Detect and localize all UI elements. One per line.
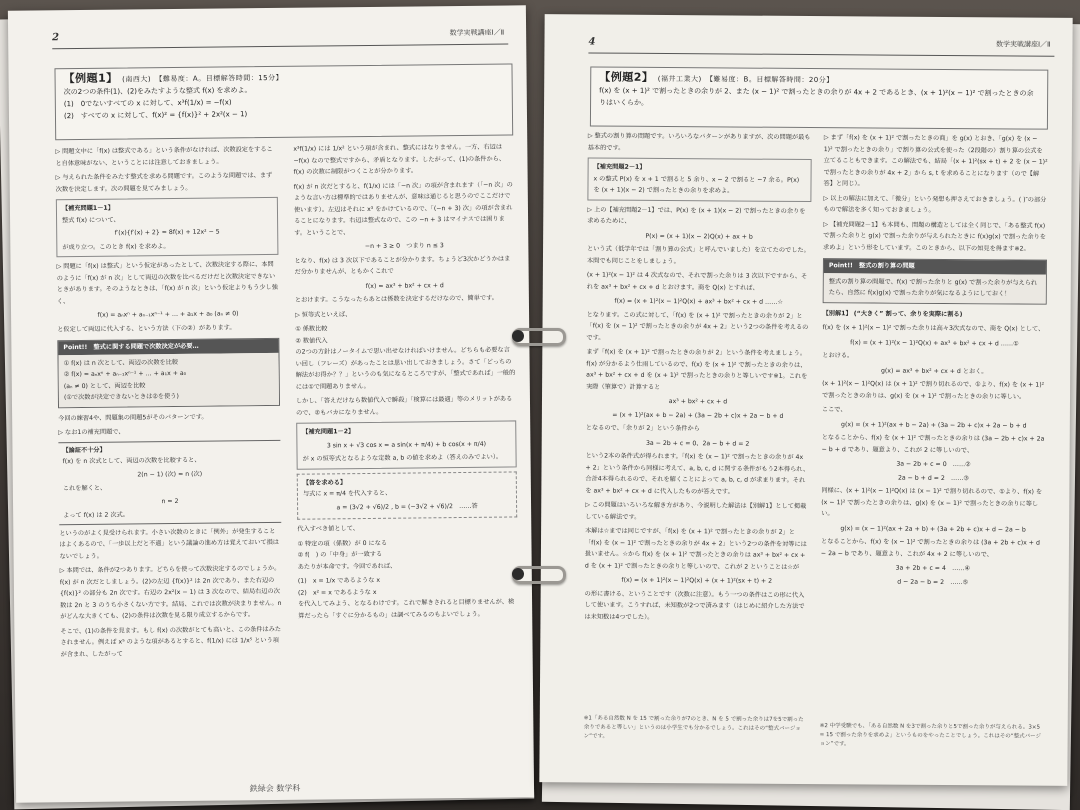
paragraph: ▷ まず「f(x) を (x + 1)² で割ったときの商」を g(x) とおき、「g(x) を (x − 1)² で割ったときの余り」で割り算の公式を使った（2段階の）割り算の公式を立てることもできます。この解法でも、結局「(x + 1)²(sx + t) + 2 を (x − 1)² で割ったときの余りが 4x + 2」から s, t を求めることになります（ので【解答】と同じ）。 bbox=[823, 134, 1048, 188]
example-label: 【例題1】 bbox=[63, 71, 118, 86]
supplement-title: 【補充問題1－2】 bbox=[302, 428, 355, 436]
equation: ax³ + bx² + cx + d bbox=[668, 398, 728, 406]
list-item: (2) x² = x であるような x bbox=[297, 588, 377, 597]
supplement-box bbox=[296, 420, 516, 469]
paragraph: となり、f(x) は 3 次以下であることが分かります。ちょうど3次かどうかはまだ分かりませんが、ともかくこれで bbox=[294, 254, 511, 276]
header-title: 数学実戦講座Ⅰ／Ⅱ bbox=[449, 28, 505, 38]
binder-ring-hole-top bbox=[512, 330, 524, 342]
insufficient-title: 【論証不十分】 bbox=[62, 446, 106, 454]
answer-line: 与式に x = π/4 を代入すると、 bbox=[302, 489, 392, 498]
example-source: (福井工業大) bbox=[657, 74, 702, 84]
point-title: Point!! 整式に関する問題で次数決定が必要… bbox=[58, 339, 278, 355]
example-line: f(x) を (x + 1)² で割ったときの余りが 2、また (x − 1)² で割ったときの余りが 4x + 2 であるとき、(x + 1)²(x − 1)² で割ったときの余りはいくらか。 bbox=[599, 86, 1034, 107]
paragraph: となります。この式に対して、「f(x) を (x + 1)² で割ったときの余りが 2」と「f(x) を (x − 1)² で割ったときの余りが 4x + 2」という2つの条件を考えるのです。 bbox=[586, 310, 809, 342]
answer-line: a = (3√2 + √6)/2 , b = (−3√2 + √6)/2 ……答 bbox=[336, 502, 478, 511]
equation: = (x + 1)²(ax + b − 2a) + (3a − 2b + c)x + 2a − b + d bbox=[612, 411, 784, 420]
alt-line: (x + 1)²(x − 1)²Q(x) は (x + 1)² で割り切れるので、①より、f(x) を (x + 1)² で割ったときの余りは、g(x) を (x + 1)² で割ったときの余りに等しい。 bbox=[822, 380, 1045, 401]
alt-equation: g(x) = ax³ + bx² + cx + d とおく。 bbox=[880, 367, 988, 375]
alt-equation: d − 2a − b = 2 ……⑤ bbox=[897, 578, 969, 586]
header-rule bbox=[52, 43, 508, 49]
list-item: ① 係数比較 bbox=[295, 325, 328, 333]
equation: P(x) = (x + 1)(x − 2)Q(x) + ax + b bbox=[645, 232, 753, 241]
alt-equation: 2a − b + d = 2 ……③ bbox=[897, 474, 969, 482]
point-line: (①で次数が決定できないときは②を使う) bbox=[63, 392, 179, 402]
paragraph: という2本の条件式が得られます。「f(x) を (x − 1)² で割ったときの余りが 4x + 2」という条件から同様に考えて、a, b, c, d に関する条件がもう2本得られ、合計4本得られるので、それを解くことによって a, b, c, d が求まります。それを ax³ + bx² + cx + d に代入したものが答えです。 bbox=[585, 452, 810, 495]
example-source: (南西大) bbox=[122, 75, 152, 84]
paragraph: ▷ 本問では、条件が2つあります。どちらを使って次数決定するのでしょうか。f(x) が n 次だとしましょう。(2)の左辺 {f(x)}² は 2n 次であり、また右辺の {f(x)}² の部分も 2n 次です。右辺の 2x²(x − 1) は 3 次なので、結局右辺の次数は 2n と 3 のうち小さくない方です。結局、これでは次数が決まりません。n がどんな大きくても、(2)の条件は次数を見る限り成立するからです。 bbox=[59, 564, 282, 621]
example-meta: 【難易度：B。目標解答時間：20分】 bbox=[706, 75, 834, 85]
alt-equation: 3a + 2b + c = 4 ……④ bbox=[895, 564, 971, 573]
point-body bbox=[58, 352, 279, 406]
paragraph: ▷ この問題はいろいろな解き方があり、今説明した解法は【別解1】として掲載している解法です。 bbox=[585, 501, 807, 521]
example-line: 次の2つの条件(1)、(2)をみたすような整式 f(x) を求めよ。 bbox=[63, 86, 252, 97]
right-column-2 bbox=[821, 132, 1048, 591]
supplement-line: が成り立つ。このとき f(x) を求めよ。 bbox=[62, 242, 170, 251]
alt-line: ここで、 bbox=[821, 406, 847, 414]
supplement-equation: f′(x){f′(x) + 2} = 8f(x) + 12x² − 5 bbox=[114, 228, 220, 237]
example-meta: 【難易度：A。目標解答時間：15分】 bbox=[155, 73, 284, 84]
point-box bbox=[823, 258, 1047, 304]
supplement-box bbox=[56, 197, 279, 257]
answer-box bbox=[297, 471, 517, 520]
example-box bbox=[590, 66, 1048, 129]
page-footer: 鉄緑会 数学科 bbox=[249, 783, 301, 794]
paragraph: ▷ 問題文中に「f(x) は整式である」という条件がなければ、次数設定をすること自体意味がない、ということには注意しておきましょう。 bbox=[55, 145, 273, 167]
header-rule bbox=[588, 52, 1054, 56]
point-body bbox=[824, 273, 1046, 304]
alt-line: となることから、f(x) を (x − 1)² で割ったときの余りは (3a + 2b + c)x + d − 2a − b であり、題意より、これが 4x + 2 に等しいので、 bbox=[820, 538, 1040, 558]
list-item: ② 数値代入 bbox=[295, 336, 328, 345]
paragraph: ▷ 問題に「f(x) は整式」という仮定があったとして、次数決定する際に、本問のように「f(x) が n 次」として両辺の次数を比べるだけだと次数決定できないときがあります。そのようなときは、「f(x) が n 次」という仮定よりもう少し強く、 bbox=[56, 260, 278, 305]
proof-line: n = 2 bbox=[161, 497, 179, 505]
supplement-box bbox=[587, 157, 811, 201]
paragraph: を代入してみよう、となるわけです。これで解きされると目標りませんが、検算だったら「すぐに分かるもの」は調べてみるのもよいでしょう。 bbox=[298, 598, 515, 620]
paragraph: の2つの方針はノータイムで思い出せなければいけません。どちらも必要な言い回し（フレーズ）があったことは思い出しておきましょう。さて「どっちの解法がお得か？？」というのも気になるところですが、「整式であれば」一般的には①で問題ありません。 bbox=[295, 346, 516, 391]
supplement-title: 【補充問題2－1】 bbox=[593, 163, 646, 171]
equation: f(x) = ax³ + bx² + cx + d bbox=[365, 281, 444, 290]
alt-line: 同様に、(x + 1)²(x − 1)²Q(x) は (x − 1)² で割り切れるので、①より、f(x) を (x − 1)² で割ったときの余りは、g(x) を (x − 1)² で割ったときの余りに等しい。 bbox=[821, 487, 1043, 518]
left-column-2 bbox=[293, 141, 518, 624]
paragraph: と仮定して両辺に代入する、という方法（下の②）があります。 bbox=[57, 323, 236, 333]
paragraph: という式（低学年では「割り算の公式」と呼んでいました）を立てたのでした。本問でも同じことをしましょう。 bbox=[586, 245, 810, 265]
supplement-title: 【補充問題1－1】 bbox=[61, 204, 114, 213]
left-column-1 bbox=[55, 144, 282, 663]
paragraph: (x + 1)²(x − 1)² は 4 次式なので、それで割った余りは 3 次以下ですから、それを ax³ + bx² + cx + d とおけます。商を Q(x) とすれば、 bbox=[586, 271, 808, 292]
alt-equation: g(x) = (x + 1)²(ax + b − 2a) + (3a − 2b + c)x + 2a − b + d bbox=[841, 420, 1027, 430]
alt-solution-heading bbox=[823, 308, 1047, 321]
paragraph: ▷ 与えられた条件をみたす整式を求める問題です。このような問題では、まず次数を決定します。次の問題を見てみましょう。 bbox=[55, 171, 273, 193]
equation: 3a − 2b + c = 0、2a − b + d = 2 bbox=[645, 439, 750, 448]
supplement-equation: 3 sin x + √3 cos x = a sin(x + π/4) + b cos(x + π/4) bbox=[326, 440, 487, 449]
paragraph: ▷ なお1の補充問題で、 bbox=[58, 428, 125, 437]
paragraph: 代入すべき値として、 bbox=[297, 525, 359, 533]
alt-line: f(x) を (x + 1)²(x − 1)² で割った余りは高々3次式なので、商を Q(x) として、 bbox=[822, 324, 1045, 333]
list-item: ① 特定の項（係数）が 0 になる bbox=[297, 539, 388, 548]
point-line: ② f(x) = aₙxⁿ + aₙ₋₁xⁿ⁻¹ + … + a₁x + a₀ bbox=[63, 369, 187, 379]
paragraph: x³f(1/x) には 1/x² という項が含まれ、整式にはなりません。一方、右辺は −f(x) なので整式ですから、矛盾となります。したがって、(1)の条件から、f(x) の次数に制限がつくことが分かります。 bbox=[293, 143, 506, 176]
page-number: 2 bbox=[52, 32, 60, 44]
point-line: ① f(x) は n 次として、両辺の次数を比較 bbox=[63, 358, 179, 367]
proof-line: f(x) を n 次式として、両辺の次数を比較すると、 bbox=[62, 456, 201, 466]
paragraph: 本解は☆までは同じですが、「f(x) を (x + 1)² で割ったときの余りが 2」と「f(x) を (x − 1)² で割ったときの余りが 4x + 2」という2つの条件を対等には扱いません。☆から f(x) を (x + 1)² で割ったときの余りは ax³ + bx² + cx + d を (x + 1)² で割ったときの余りと等しいので、これが 2 ということは☆が bbox=[584, 527, 807, 571]
answer-title: 【答を求める】 bbox=[302, 478, 347, 487]
paragraph: f(x) が n 次だとすると、f(1/x) には「−n 次」の項が含まれます（「−n 次」のような言い方は標準的ではありませんが、意味は通じると思うのでここだけで使います）。左辺はそれに x³ をかけているので、「(−n + 3) 次」の項が含まれることになります。右辺は整式なので、この −n + 3 はマイナスでは困ります。ということで、 bbox=[293, 180, 513, 237]
example-box bbox=[54, 63, 513, 140]
paragraph: ▷ 整式の割り算の問題です。いろいろなパターンがありますが、次の問題が最も基本的です。 bbox=[587, 132, 811, 152]
paragraph: とおけます。こうなったらあとは係数を決定するだけなので、簡単です。 bbox=[294, 294, 499, 304]
footnote: ※2 中学受験でも、「ある自然数 N を3で割った余りと5で割った余りが与えられる。3×5 = 15 で割った余りを求めよ」というものをやったことでしょう。これはその“整式バージョン”です。 bbox=[819, 723, 1042, 748]
proof-line: よって f(x) は 2 次式。 bbox=[63, 511, 129, 520]
equation: f(x) = aₙxⁿ + aₙ₋₁xⁿ⁻¹ + … + a₁x + a₀ (aₙ ≠ 0) bbox=[97, 310, 239, 319]
alt-line: とおける。 bbox=[822, 352, 854, 360]
paragraph: あたりが本命です。今回であれば、 bbox=[297, 562, 397, 571]
proof-line: 2(n − 1) (次) = n (次) bbox=[137, 470, 203, 478]
supplement-line: が x の恒等式となるような定数 a, b の値を求めよ（答えのみでよい）。 bbox=[302, 453, 503, 463]
right-page bbox=[539, 14, 1072, 786]
supplement-line: 整式 f(x) について、 bbox=[62, 216, 120, 224]
point-line: (aₙ ≠ 0) として、両辺を比較 bbox=[63, 381, 146, 390]
left-page bbox=[8, 5, 534, 802]
paragraph: ▷ 恒等式といえば、 bbox=[295, 310, 352, 319]
insufficient-proof bbox=[58, 439, 281, 524]
example-label: 【例題2】 bbox=[599, 70, 654, 84]
page-number: 4 bbox=[588, 36, 596, 48]
example-line: (2) すべての x に対して、f(x)² = {f(x)}² + 2x²(x − 1) bbox=[63, 110, 248, 121]
alt-solution-title: 【別解1】 bbox=[822, 309, 852, 317]
paragraph: となるので、「余りが 2」という条件から bbox=[585, 424, 700, 433]
paragraph: 今回の練習4や、問題集の問題5がそのパターンです。 bbox=[58, 413, 208, 422]
paragraph: の形に書ける、ということです（次数に注意）。もう一つの条件はこの形に代入して使います。こうすれば、未知数が2つで済みます（はじめに紹介した方法では未知数は4つでした）。 bbox=[584, 589, 805, 621]
list-item: ② f( ) の「中身」が一致する bbox=[297, 550, 383, 559]
proof-line: これを解くと、 bbox=[62, 484, 107, 493]
paragraph: まず「f(x) を (x + 1)² で割ったときの余りが 2」という条件を考えましょう。f(x) が分かるよう仕雨しているので、f(x) を (x + 1)² で割ったときの余りは、ax³ + bx² + cx + d を (x + 1)² で割ったときの余りと等しいです※1。これを実際（筆算で）計算すると bbox=[586, 348, 808, 391]
paragraph: ▷ 上の【補充問題2－1】では、P(x) を (x + 1)(x − 2) で割ったときの余りを求めるために、 bbox=[587, 205, 806, 225]
paragraph: しかし、「答えだけなら数値代入で瞬殺」「検算には最適」等のメリットがあるので、②もバカになりません。 bbox=[295, 395, 513, 417]
paragraph: そこで、(1)の条件を見ます。もし f(x) の次数がとても高いと、この条件はみたされません。例えば x⁵ のような項があるとすると、f(1/x) には 1/x⁵ という項が含まれ、したがって bbox=[60, 625, 282, 658]
paragraph: というのがよく見受けられます。小さい次数のときに「例外」が発生することはよくあるので、「一歩以上だと不適」という議論の進め方は覚えておいて損はないでしょう。 bbox=[59, 527, 280, 560]
paragraph: ▷ 【補充問題2－1】も本問も、問題の構造としては全く同じで、「ある整式 f(x) で割った余りと g(x) で割った余りが与えられたときに f(x)g(x) で割った余りを求めよ」という形をしています。このときから、以下の知見を得ます※2。 bbox=[823, 220, 1046, 253]
alt-equation: f(x) = (x + 1)²(x − 1)²Q(x) + ax³ + bx² + cx + d ……① bbox=[850, 338, 1019, 347]
header-title: 数学実戦講座Ⅰ／Ⅱ bbox=[995, 40, 1051, 49]
example-line: (1) 0でないすべての x に対して、x³f(1/x) = −f(x) bbox=[63, 98, 232, 109]
point-title: Point!! 整式の割り算の問題 bbox=[824, 259, 1046, 274]
equation: f(x) = (x + 1)²(x − 1)²Q(x) + (x + 1)²(sx + t) + 2 bbox=[621, 576, 773, 585]
equation: −n + 3 ≥ 0 つまり n ≤ 3 bbox=[364, 242, 444, 251]
list-item: (1) x = 1/x であるような x bbox=[297, 576, 381, 585]
equation: f(x) = (x + 1)²(x − 1)²Q(x) + ax³ + bx² + cx + d ……☆ bbox=[614, 297, 783, 306]
paragraph: ▷ 以上の解法に加えて、「微分」という発想も押さえておきましょう。( )″の部分もので解法を多く知っておきましょう。 bbox=[823, 194, 1047, 214]
alt-line: となることから、f(x) を (x + 1)² で割ったときの余りは (3a − 2b + c)x + 2a − b + d であり、題意より、これが 2 に等しいので、 bbox=[821, 434, 1045, 454]
alt-equation: 3a − 2b + c = 0 ……② bbox=[896, 460, 971, 469]
supplement-line: x の整式 P(x) を x + 1 で割ると 5 余り、x − 2 で割ると −7 余る。P(x) を (x + 1)(x − 2) で割ったときの余りを求めよ。 bbox=[593, 175, 800, 195]
alt-equation: g(x) = (x − 1)²(ax + 2a + b) + (3a + 2b + c)x + d − 2a − b bbox=[840, 524, 1026, 534]
point-box bbox=[57, 338, 280, 408]
binder-ring-hole-bottom bbox=[512, 568, 524, 580]
footnote: ※1「ある自然数 N を 15 で割った余りが7のとき、N を 5 で割った余りは7を5で割った余りであると等しい」というのは小学生でも分かるでしょう。これはその“整式バージョン”です。 bbox=[583, 715, 804, 740]
right-column-1 bbox=[584, 130, 811, 627]
point-line: 整式の割り算の問題で、f(x) で割った余りと g(x) で割った余りが与えられたら、自然に f(x)g(x) で割った余りが気になるようにしておく！ bbox=[828, 277, 1038, 298]
alt-solution-note: (“大きく” 割って、余りを実際に割る) bbox=[853, 309, 963, 318]
